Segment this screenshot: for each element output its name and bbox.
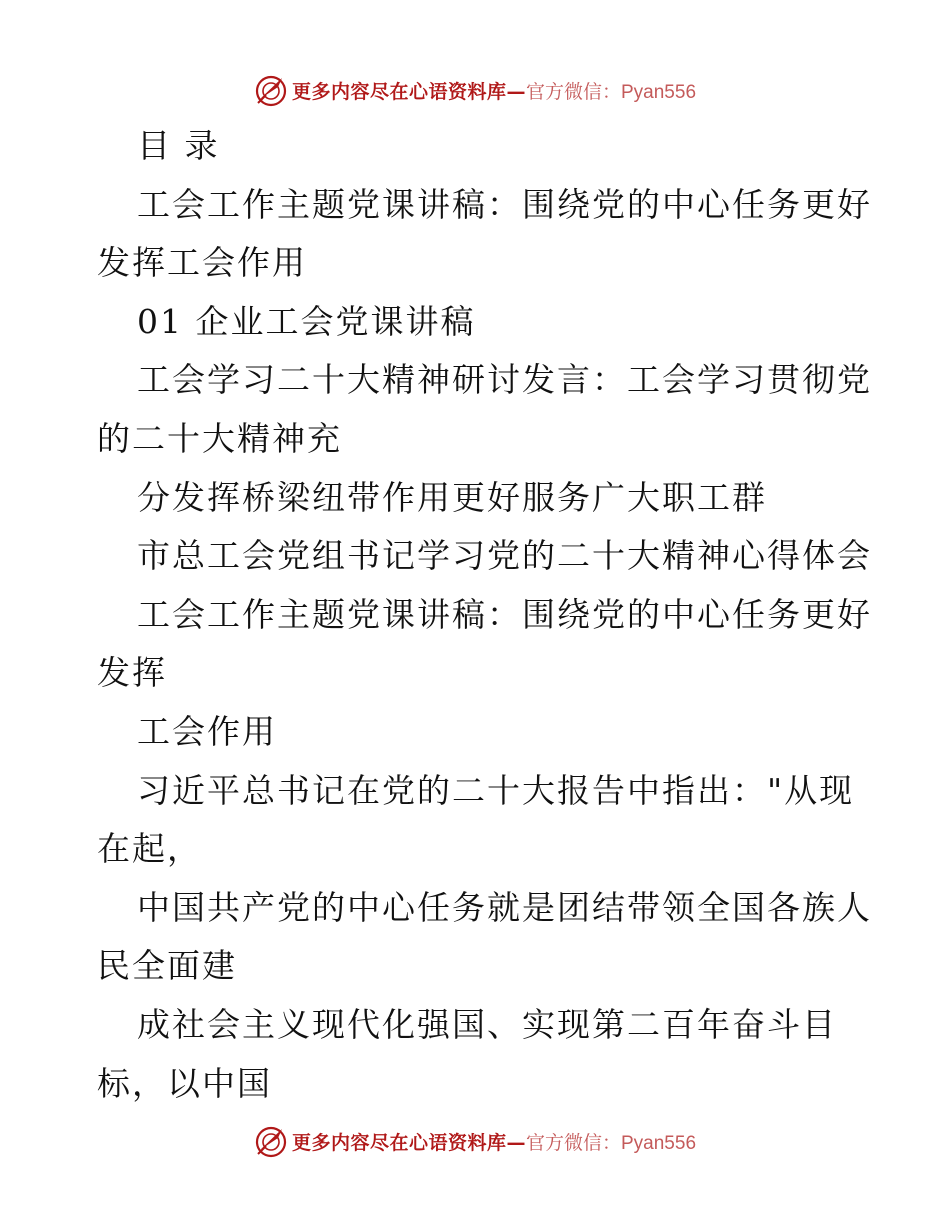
text-line: 成社会主义现代化强国、实现第二百年奋斗目 bbox=[137, 1004, 837, 1044]
header-site-text: 更多内容尽在心语资料库— bbox=[291, 80, 526, 103]
header-contact-text: 官方微信：Pyan556 bbox=[526, 81, 697, 103]
quill-pen-logo-icon bbox=[254, 1124, 288, 1158]
footer-contact-text: 官方微信：Pyan556 bbox=[526, 1132, 697, 1154]
document-body bbox=[97, 117, 872, 1113]
text-line: 标，以中国 bbox=[97, 1063, 272, 1103]
text-line: 的二十大精神充 bbox=[97, 418, 342, 458]
text-line: 民全面建 bbox=[97, 946, 237, 986]
text-line: 发挥 bbox=[97, 653, 167, 693]
text-line: 习近平总书记在党的二十大报告中指出："从现 bbox=[137, 770, 855, 810]
text-line: 中国共产党的中心任务就是团结带领全国各族人 bbox=[137, 887, 872, 927]
footer-watermark-banner bbox=[0, 1121, 950, 1161]
footer-site-text: 更多内容尽在心语资料库— bbox=[291, 1131, 526, 1154]
text-line: 01 企业工会党课讲稿 bbox=[137, 301, 476, 341]
text-line: 发挥工会作用 bbox=[97, 243, 307, 283]
quill-pen-logo-icon bbox=[254, 73, 288, 107]
header-watermark-banner bbox=[0, 70, 950, 110]
text-line: 工会学习二十大精神研讨发言：工会学习贯彻党 bbox=[137, 360, 872, 400]
text-line: 工会作用 bbox=[137, 711, 277, 751]
text-line: 工会工作主题党课讲稿：围绕党的中心任务更好 bbox=[137, 184, 872, 224]
toc-title: 目 录 bbox=[137, 126, 220, 165]
text-line: 在起， bbox=[97, 829, 202, 869]
text-line: 市总工会党组书记学习党的二十大精神心得体会 bbox=[137, 536, 872, 576]
text-line: 工会工作主题党课讲稿：围绕党的中心任务更好 bbox=[137, 594, 872, 634]
text-line: 分发挥桥梁纽带作用更好服务广大职工群 bbox=[137, 477, 767, 517]
